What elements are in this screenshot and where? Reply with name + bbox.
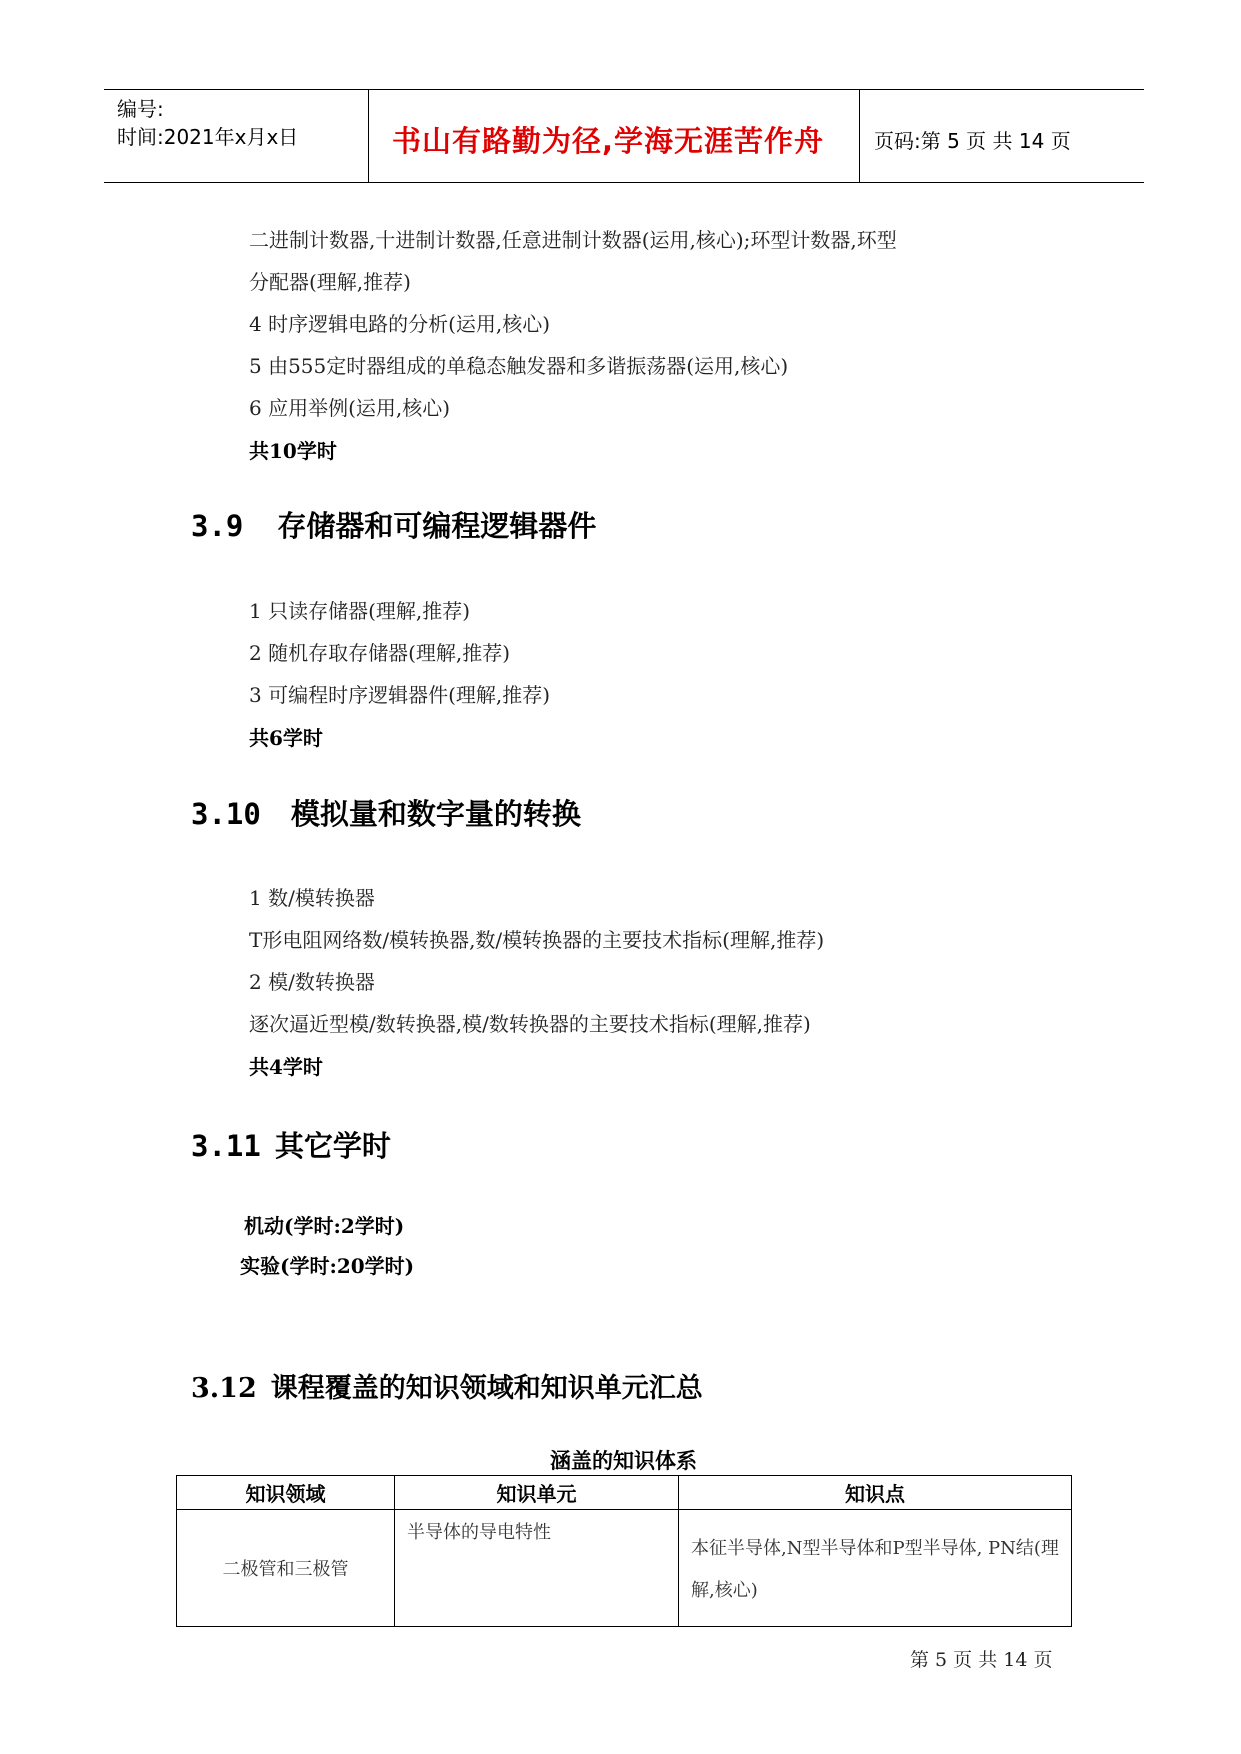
body-line: 二进制计数器,十进制计数器,任意进制计数器(运用,核心);环型计数器,环型 <box>249 228 897 252</box>
cell-unit: 半导体的导电特性 <box>395 1510 679 1627</box>
section-heading-3-12 <box>191 1366 703 1405</box>
hours-total: 共10学时 <box>249 439 337 463</box>
section-title: 课程覆盖的知识领域和知识单元汇总 <box>270 1373 703 1404</box>
header-number-label: 编号: <box>117 97 164 121</box>
header-bottom-rule <box>104 182 1144 183</box>
table-row <box>177 1510 1072 1627</box>
header-time-label: 时间:2021年x月x日 <box>117 125 299 149</box>
hours-item: 机动(学时:2学时) <box>244 1214 405 1238</box>
body-line: 6 应用举例(运用,核心) <box>249 396 451 420</box>
column-header: 知识单元 <box>395 1476 679 1510</box>
header-motto: 书山有路勤为径,学海无涯苦作舟 <box>392 124 825 158</box>
page-footer: 第 5 页 共 14 页 <box>910 1649 1053 1671</box>
body-line: 3 可编程时序逻辑器件(理解,推荐) <box>249 683 551 707</box>
header-divider-left <box>368 89 369 183</box>
cell-points: 本征半导体,N型半导体和P型半导体, PN结(理解,核心) <box>679 1510 1072 1627</box>
body-line: 1 只读存储器(理解,推荐) <box>249 599 471 623</box>
body-line: 逐次逼近型模/数转换器,模/数转换器的主要技术指标(理解,推荐) <box>249 1012 811 1036</box>
section-number: 3.11 <box>191 1129 261 1163</box>
hours-total: 共6学时 <box>249 726 323 750</box>
section-number: 3.9 <box>191 509 244 543</box>
column-header: 知识点 <box>679 1476 1072 1510</box>
cell-domain: 二极管和三极管 <box>177 1510 395 1627</box>
section-number: 3.12 <box>191 1373 257 1404</box>
section-title: 存储器和可编程逻辑器件 <box>277 509 597 543</box>
section-number: 3.10 <box>191 797 261 831</box>
header-page-label: 页码:第 5 页 共 14 页 <box>874 129 1071 153</box>
section-title: 其它学时 <box>274 1129 391 1163</box>
table-header-row <box>177 1476 1072 1510</box>
body-line: 1 数/模转换器 <box>249 886 375 910</box>
section-heading-3-11 <box>191 1124 391 1165</box>
hours-item: 实验(学时:20学时) <box>240 1254 415 1278</box>
knowledge-table <box>176 1475 1072 1627</box>
header-top-rule <box>104 89 1144 90</box>
body-line: 分配器(理解,推荐) <box>249 270 411 294</box>
section-heading-3-10 <box>191 792 581 833</box>
body-line: 5 由555定时器组成的单稳态触发器和多谐振荡器(运用,核心) <box>249 354 789 378</box>
table-caption: 涵盖的知识体系 <box>550 1448 697 1473</box>
header-divider-right <box>859 89 860 183</box>
column-header: 知识领域 <box>177 1476 395 1510</box>
body-line: 2 模/数转换器 <box>249 970 375 994</box>
hours-total: 共4学时 <box>249 1055 323 1079</box>
body-line: T形电阻网络数/模转换器,数/模转换器的主要技术指标(理解,推荐) <box>249 928 825 952</box>
section-title: 模拟量和数字量的转换 <box>290 797 581 831</box>
body-line: 2 随机存取存储器(理解,推荐) <box>249 641 511 665</box>
body-line: 4 时序逻辑电路的分析(运用,核心) <box>249 312 551 336</box>
section-heading-3-9 <box>191 504 596 545</box>
